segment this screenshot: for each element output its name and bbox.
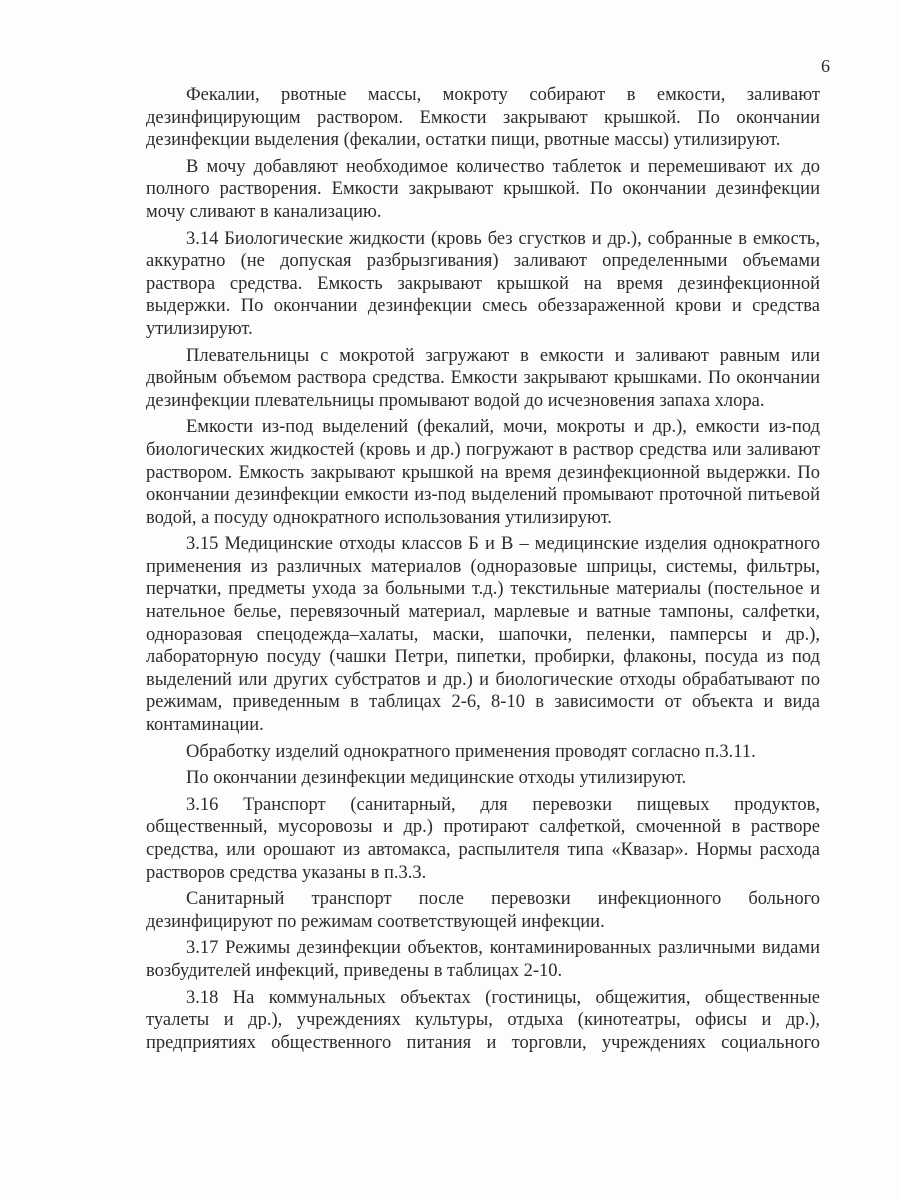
paragraph-spittoons: Плевательницы с мокротой загружают в емкости и заливают равным или двойным объемом раствора средства. Емкости закрывают крышками. По окончании дезинфекции плевательницы промывают водой до исчезновения запаха хлора. — [146, 345, 820, 411]
paragraph-3-17-regimes: 3.17 Режимы дезинфекции объектов, контаминированных различными видами возбудителей инфекций, приведены в таблицах 2-10. — [146, 938, 820, 981]
paragraph-3-15-medical-waste: 3.15 Медицинские отходы классов Б и В – медицинские изделия однократного применения из различных материалов (одноразовые шприцы, системы, фильтры, перчатки, предметы ухода за больными т.д.) текстильные материалы (постельное и нательное белье, перевязочный материал, марлевые и ватные тампоны, салфетки, одноразовая спецодежда–халаты, маски, шапочки, пеленки, памперсы и др.), лабораторную посуду (чашки Петри, пипетки, пробирки, флаконы, посуда из под выделений или других субстратов и др.) и биологические отходы обрабатывают по режимам, приведенным в таблицах 2-6, 8-10 в зависимости от объекта и вида контаминации. — [146, 534, 820, 736]
paragraph-waste-utilization: По окончании дезинфекции медицинские отходы утилизируют. — [186, 768, 687, 789]
paragraph-feces-disposal: Фекалии, рвотные массы, мокроту собирают в емкости, заливают дезинфицирующим раствором. Емкости закрывают крышкой. По окончании дезинфекции выделения (фекалии, остатки пищи, рвотные массы) утилизируют. — [146, 85, 820, 151]
paragraph-3-18-communal-objects: 3.18 На коммунальных объектах (гостиницы, общежития, общественные туалеты и др.), учреждениях культуры, отдыха (кинотеатры, офисы и др.), предприятиях общественного питания и торговли, учреждениях социального — [146, 987, 820, 1053]
paragraph-3-16-transport: 3.16 Транспорт (санитарный, для перевозки пищевых продуктов, общественный, мусоровозы и др.) протирают салфеткой, смоченной в растворе средства, или орошают из автомакса, распылителя типа «Квазар». Нормы расхода растворов средства указаны в п.3.3. — [146, 794, 820, 883]
paragraph-containers: Емкости из-под выделений (фекалий, мочи, мокроты и др.), емкости из-под биологических жидкостей (кровь и др.) погружают в раствор средства или заливают раствором. Емкость закрывают крышкой на время дезинфекционной выдержки. По окончании дезинфекции емкости из-под выделений промывают проточной питьевой водой, а посуду однократного использования утилизируют. — [146, 417, 820, 528]
paragraph-sanitary-transport: Санитарный транспорт после перевозки инфекционного больного дезинфицируют по режимам соответствующей инфекции. — [146, 889, 820, 932]
paragraph-urine-disposal: В мочу добавляют необходимое количество таблеток и перемешивают их до полного растворения. Емкости закрывают крышкой. По окончании дезинфекции мочу сливают в канализацию. — [146, 156, 820, 222]
document-body — [146, 84, 820, 1058]
paragraph-single-use-items: Обработку изделий однократного применения проводят согласно п.3.11. — [186, 741, 756, 762]
paragraph-3-14-biological-fluids: 3.14 Биологические жидкости (кровь без сгустков и др.), собранные в емкость, аккуратно (не допуская разбрызгивания) заливают определенными объемами раствора средства. Емкость закрывают крышкой на время дезинфекционной выдержки. По окончании дезинфекции смесь обеззараженной крови и средства утилизируют. — [146, 228, 820, 339]
page-number: 6 — [821, 56, 830, 76]
